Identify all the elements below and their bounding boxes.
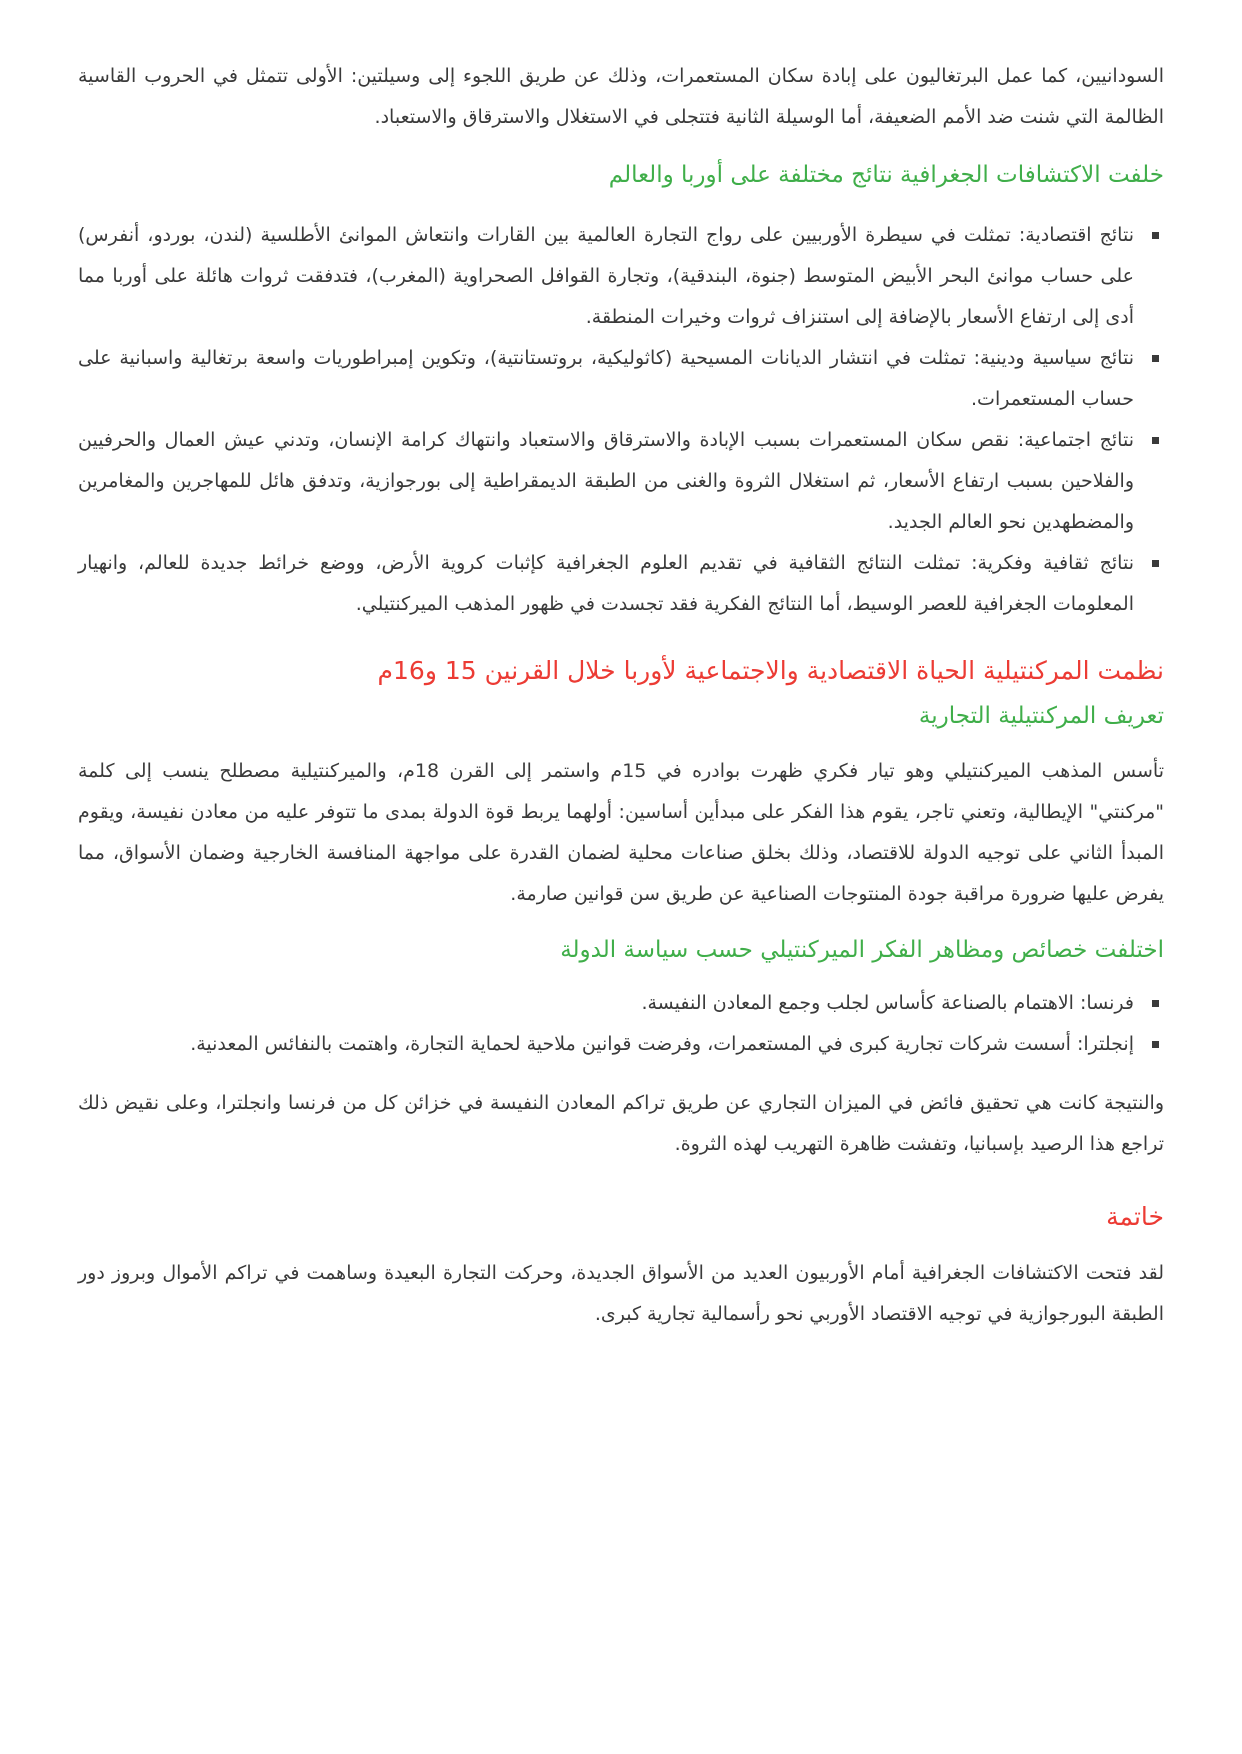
list-item: إنجلترا: أسست شركات تجارية كبرى في المستعمرات، وفرضت قوانين ملاحية لحماية التجارة، واهتمت بالنفائس المعدنية. — [78, 1024, 1134, 1065]
list-item: نتائج سياسية ودينية: تمثلت في انتشار الديانات المسيحية (كاثوليكية، بروتستانتية)، وتكوين إمبراطوريات واسعة برتغالية واسبانية على حساب المستعمرات. — [78, 338, 1134, 420]
intro-paragraph: السودانيين، كما عمل البرتغاليون على إبادة سكان المستعمرات، وذلك عن طريق اللجوء إلى وسيلتين: الأولى تتمثل في الحروب القاسية الظالمة التي شنت ضد الأمم الضعيفة، أما الوسيلة الثانية فتتجلى في الاستغلال والاسترقاق والاستعباد. — [78, 65, 1164, 128]
result-paragraph: والنتيجة كانت هي تحقيق فائض في الميزان التجاري عن طريق تراكم المعادن النفيسة في خزائن كل من فرنسا وانجلترا، وعلى نقيض ذلك تراجع هذا الرصيد بإسبانيا، وتفشت ظاهرة التهريب لهذه الثروة. — [78, 1092, 1164, 1155]
list-item: فرنسا: الاهتمام بالصناعة كأساس لجلب وجمع المعادن النفيسة. — [78, 983, 1134, 1024]
definition-paragraph: تأسس المذهب الميركنتيلي وهو تيار فكري ظهرت بوادره في 15م واستمر إلى القرن 18م، والميركنتيلية مصطلح ينسب إلى كلمة "مركنتي" الإيطالية، وتعني تاجر، يقوم هذا الفكر على مبدأين أساسين: أولهما يربط قوة الدولة بمدى ما تتوفر عليه من معادن نفيسة، ويقوم المبدأ الثاني على توجيه الدولة للاقتصاد، وذلك بخلق صناعات محلية لضمان القدرة على مواجهة المنافسة الخارجية وضمان الأسواق، مما يفرض عليها ضرورة مراقبة جودة المنتوجات الصناعية عن طريق سن قوانين صارمة. — [78, 760, 1164, 905]
list-item: نتائج اجتماعية: نقص سكان المستعمرات بسبب الإبادة والاسترقاق والاستعباد وانتهاك كرامة الإنسان، وتدني عيش العمال والحرفيين والفلاحين بسبب ارتفاع الأسعار، ثم استغلال الثروة والغنى من الطبقة الديمقراطية إلى بورجوازية، وتدفق هائل للمهاجرين والمغامرين والمضطهدين نحو العالم الجديد. — [78, 420, 1134, 543]
results-heading: خلفت الاكتشافات الجغرافية نتائج مختلفة على أوربا والعالم — [608, 162, 1164, 188]
conclusion-heading: خاتمة — [1106, 1202, 1164, 1231]
list-item: نتائج اقتصادية: تمثلت في سيطرة الأوربيين على رواج التجارة العالمية بين القارات وانتعاش الموانئ الأطلسية (لندن، بوردو، أنفرس) على حساب موانئ البحر الأبيض المتوسط (جنوة، البندقية)، وتجارة القوافل الصحراوية (المغرب)، فتدفقت ثروات هائلة على أوربا مما أدى إلى ارتفاع الأسعار بالإضافة إلى استنزاف ثروات وخيرات المنطقة. — [78, 215, 1134, 338]
list-item: نتائج ثقافية وفكرية: تمثلت النتائج الثقافية في تقديم العلوم الجغرافية كإثبات كروية الأرض، ووضع خرائط جديدة للعالم، وانهيار المعلومات الجغرافية للعصر الوسيط، أما النتائج الفكرية فقد تجسدت في ظهور المذهب الميركنتيلي. — [78, 543, 1134, 625]
mercantilism-main-heading: نظمت المركنتيلية الحياة الاقتصادية والاجتماعية لأوربا خلال القرنين 15 و16م — [377, 656, 1164, 685]
policy-heading: اختلفت خصائص ومظاهر الفكر الميركنتيلي حسب سياسة الدولة — [560, 937, 1164, 963]
results-list — [78, 215, 1164, 625]
definition-heading: تعريف المركنتيلية التجارية — [918, 703, 1164, 729]
policy-list — [78, 983, 1164, 1065]
conclusion-paragraph: لقد فتحت الاكتشافات الجغرافية أمام الأوربيون العديد من الأسواق الجديدة، وحركت التجارة البعيدة وساهمت في تراكم الأموال وبروز دور الطبقة البورجوازية في توجيه الاقتصاد الأوربي نحو رأسمالية تجارية كبرى. — [78, 1262, 1164, 1325]
